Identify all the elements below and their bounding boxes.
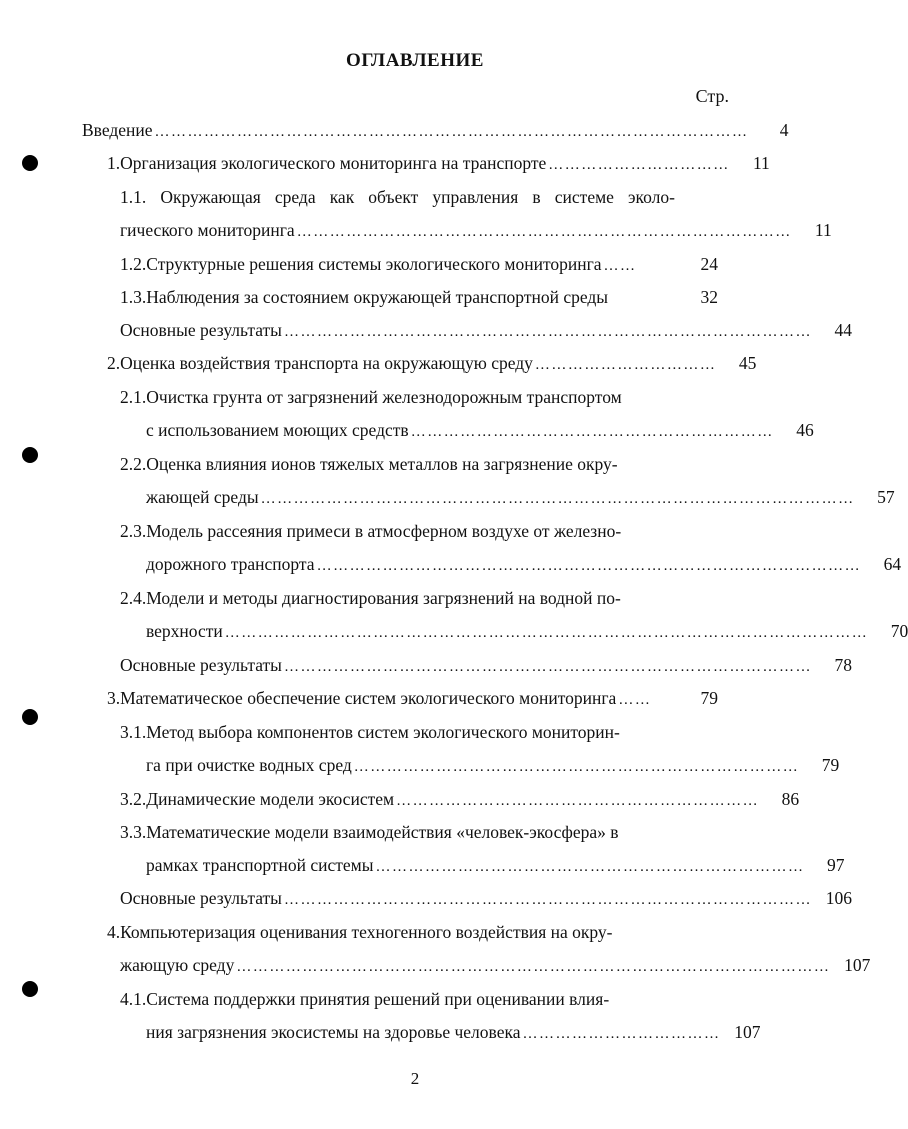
page-number: 2 [410, 1069, 420, 1088]
toc-line: гического мониторинга ……………………………………………………………………………… 11 [120, 220, 832, 240]
toc-line: 2.4.Модели и методы диагностирования загрязнений на водной по- [120, 588, 621, 608]
toc-line: 3.3.Математические модели взаимодействия «человек-экосфера» в [120, 822, 619, 842]
toc-line: 2.Оценка воздействия транспорта на окружающую среду …………………………… 45 [107, 353, 757, 373]
toc-line: 3.2.Динамические модели экосистем ………………………………………………………… 86 [120, 789, 800, 809]
toc-line: Основные результаты …………………………………………………………………………………… 44 [120, 320, 852, 340]
toc-line: Введение ……………………………………………………………………………………………… 4 [82, 120, 789, 140]
toc-line: 1.Организация экологического мониторинга на транспорте …………………………… 11 [107, 153, 770, 173]
toc-line: 3.1.Метод выбора компонентов систем экологического мониторин- [120, 722, 620, 742]
toc-line: 1.3.Наблюдения за состоянием окружающей транспортной среды 32 [120, 287, 718, 307]
toc-line: га при очистке водных сред ……………………………………………………………………… 79 [146, 755, 840, 775]
toc-line: 2.1.Очистка грунта от загрязнений железнодорожным транспортом [120, 387, 622, 407]
toc-line: Основные результаты …………………………………………………………………………………… 106 [120, 888, 852, 908]
toc-line: дорожного транспорта ……………………………………………………………………………………… 64 [146, 554, 902, 574]
toc-line: 1.2.Структурные решения системы экологического мониторинга …… 24 [120, 254, 718, 274]
toc-line: 3.Математическое обеспечение систем экологического мониторинга …… 79 [107, 688, 718, 708]
toc-line: с использованием моющих средств ………………………………………………………… 46 [146, 420, 814, 440]
toc-line: 1.1. Окружающая среда как объект управления в системе эколо- [120, 187, 675, 207]
toc-line: Основные результаты …………………………………………………………………………………… 78 [120, 655, 852, 675]
toc-line: рамках транспортной системы …………………………………………………………………… 97 [146, 855, 845, 875]
toc-line: жающей среды ……………………………………………………………………………………………… 57 [146, 487, 895, 507]
toc-line: 4.Компьютеризация оценивания техногенного воздействия на окру- [107, 922, 613, 942]
toc-line: 2.2.Оценка влияния ионов тяжелых металлов на загрязнение окру- [120, 454, 618, 474]
page-title: ОГЛАВЛЕНИЕ [346, 50, 484, 71]
toc-line: жающую среду ……………………………………………………………………………………………… 107 [120, 955, 871, 975]
toc-line: верхности ……………………………………………………………………………………………………… 70 [146, 621, 908, 641]
toc-line: ния загрязнения экосистемы на здоровье человека ……………………………… 107 [146, 1022, 761, 1042]
toc-line: 4.1.Система поддержки принятия решений при оценивании влия- [120, 989, 610, 1009]
page-column-header: Стр. [695, 86, 729, 106]
toc-line: 2.3.Модель рассеяния примеси в атмосферном воздухе от железно- [120, 521, 622, 541]
